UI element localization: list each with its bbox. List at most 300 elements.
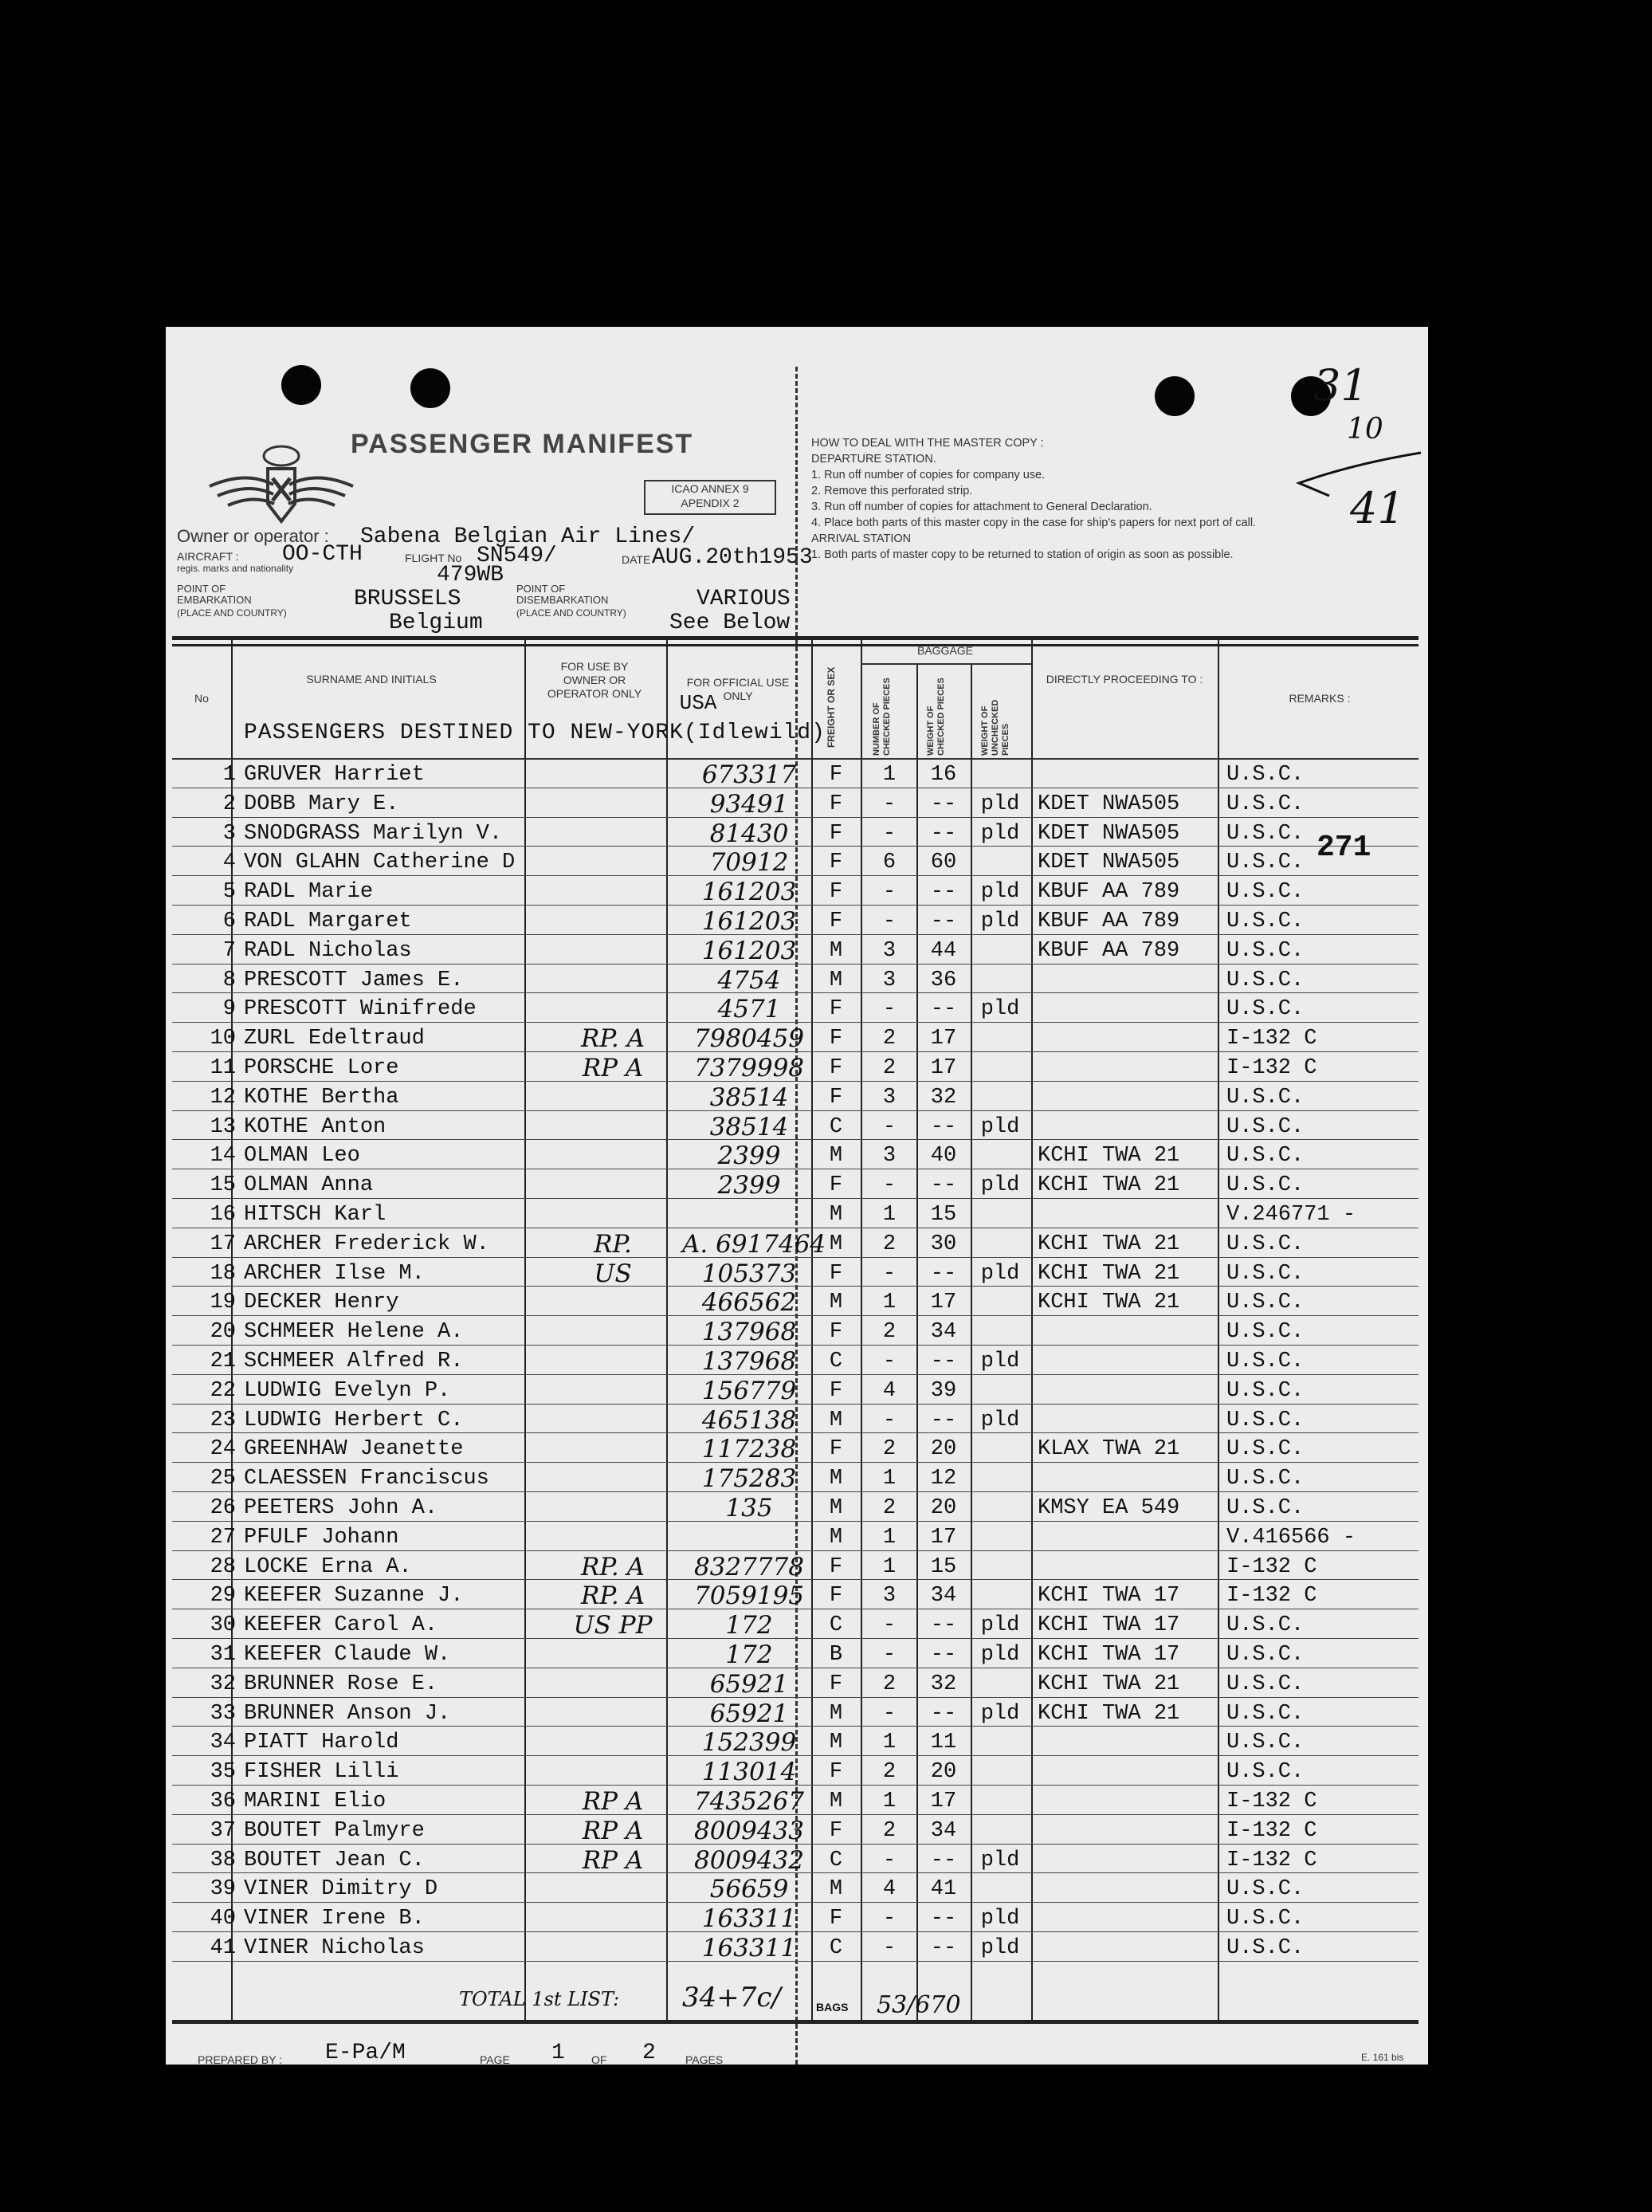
usa-label: USA [679,691,717,715]
table-row [172,847,1419,877]
owner-label: Owner or operator : [177,526,329,546]
bags-label: BAGS [816,2001,849,2014]
unchecked-weight: pld [980,1350,1020,1373]
official-use: 2399 [717,1171,781,1200]
checked-pieces: - [882,997,897,1022]
table-row [172,1699,1419,1728]
proceeding-to: KCHI TWA 21 [1038,1261,1180,1286]
checked-weight: 40 [930,1144,957,1169]
checked-pieces: - [882,1907,897,1931]
checked-pieces: 3 [882,1085,897,1110]
checked-weight: -- [930,1848,957,1872]
passenger-name: BOUTET Jean C. [244,1848,425,1872]
remarks-cell: U.S.C. [1226,1672,1305,1696]
sex-cell: F [829,1672,843,1696]
stamp-number: 271 [1316,831,1371,865]
table-row [172,1727,1419,1757]
passenger-name: SCHMEER Alfred R. [244,1350,464,1373]
official-use: 137968 [701,1347,797,1376]
table-row [172,1786,1419,1816]
row-number: 11 [210,1056,236,1080]
checked-weight: 20 [930,1437,957,1462]
row-number: 23 [210,1408,236,1432]
table-row [172,1904,1419,1933]
row-number: 18 [210,1261,236,1286]
owner-use: RP A [582,1816,644,1845]
checked-pieces: - [882,1701,897,1726]
checked-pieces: - [882,910,897,933]
remarks-cell: I-132 C [1226,1027,1317,1051]
sex-cell: F [829,763,843,787]
official-use: 4571 [717,995,781,1024]
table-top-rule [172,644,1419,646]
official-use: 93491 [709,789,789,819]
proceeding-to: KCHI TWA 17 [1038,1613,1180,1638]
date-value: AUG.20th1953 [652,545,813,570]
disembark-value: VARIOUS [697,587,791,611]
flight-label: FLIGHT No [405,552,462,564]
remarks-cell: U.S.C. [1226,1467,1305,1491]
checked-pieces: 3 [882,1144,897,1169]
checked-pieces: 1 [882,1203,897,1227]
checked-pieces: 2 [882,1056,897,1080]
handnote-line [1289,446,1425,502]
punch-hole [281,365,321,405]
official-use: 7435267 [693,1787,805,1816]
aircraft-label: AIRCRAFT : [177,550,239,563]
row-number: 33 [210,1701,236,1726]
row-number: 10 [210,1027,236,1051]
sex-cell: M [829,1525,843,1550]
table-row [172,965,1419,995]
remarks-cell: U.S.C. [1226,1907,1305,1931]
unchecked-weight: pld [980,792,1020,816]
row-number: 5 [222,880,236,905]
checked-weight: 34 [930,1320,957,1345]
official-use: 135 [725,1494,773,1522]
official-use: 4754 [717,965,781,995]
remarks-cell: V.416566 - [1226,1525,1356,1550]
sex-cell: M [829,1877,843,1902]
checked-weight: 20 [930,1760,957,1785]
passenger-name: HITSCH Karl [244,1203,387,1227]
table-row [172,789,1419,819]
table-row [172,760,1419,789]
official-use: 152399 [701,1728,797,1758]
col-owner: FOR USE BY OWNER OR OPERATOR ONLY [547,660,642,700]
checked-weight: -- [930,1114,957,1139]
pages-label: PAGES [685,2053,724,2066]
page-value: 1 [551,2041,565,2065]
remarks-cell: U.S.C. [1226,1877,1305,1902]
official-use: 65921 [709,1669,789,1699]
passenger-name: KEEFER Claude W. [244,1643,451,1667]
prepared-value: E-Pa/M [325,2041,406,2065]
table-row [172,1376,1419,1405]
disembark-value-2: See Below [669,611,791,635]
official-use: 56659 [709,1875,789,1904]
passenger-name: BRUNNER Rose E. [244,1672,438,1696]
bags-value: 53/670 [877,1991,961,2019]
official-use: 172 [725,1611,773,1640]
checked-pieces: 2 [882,1496,897,1520]
passenger-name: PORSCHE Lore [244,1056,399,1080]
passenger-name: ZURL Edeltraud [244,1027,425,1051]
checked-weight: 17 [930,1027,957,1051]
sex-cell: C [829,1848,843,1872]
table-row [172,1581,1419,1610]
row-number: 8 [222,968,236,992]
passenger-name: SNODGRASS Marilyn V. [244,821,503,846]
col-num-checked: NUMBER OF CHECKED PIECES [872,678,892,756]
passenger-name: LUDWIG Evelyn P. [244,1378,451,1403]
remarks-cell: I-132 C [1226,1848,1317,1872]
checked-weight: -- [930,1907,957,1931]
proceeding-to: KDET NWA505 [1038,792,1180,816]
sex-cell: F [829,792,843,816]
row-number: 36 [210,1790,236,1813]
remarks-cell: U.S.C. [1226,1173,1305,1198]
checked-pieces: - [882,1408,897,1432]
checked-pieces: 6 [882,851,897,875]
proceeding-to: KCHI TWA 17 [1038,1584,1180,1609]
row-number: 1 [222,763,236,787]
sex-cell: M [829,1467,843,1491]
checked-weight: 34 [930,1584,957,1609]
col-directly: DIRECTLY PROCEEDING TO : [1046,673,1203,686]
proceeding-to: KDET NWA505 [1038,851,1180,875]
proceeding-to: KCHI TWA 21 [1038,1144,1180,1169]
baggage-rule [861,663,1031,665]
row-number: 24 [210,1437,236,1462]
flight-value: SN549/ [477,544,557,568]
row-number: 29 [210,1584,236,1609]
checked-weight: 17 [930,1056,957,1080]
checked-pieces: 1 [882,1731,897,1755]
passenger-name: DOBB Mary E. [244,792,399,816]
sex-cell: F [829,1760,843,1785]
row-number: 7 [222,938,236,963]
row-number: 21 [210,1350,236,1373]
remarks-cell: U.S.C. [1226,1496,1305,1520]
table-row [172,1112,1419,1141]
owner-use: RP. A [580,1581,645,1611]
table-row [172,1229,1419,1259]
owner-use: US [594,1259,632,1288]
proceeding-to: KBUF AA 789 [1038,938,1180,963]
sex-cell: M [829,1790,843,1813]
checked-pieces: - [882,1114,897,1139]
table-row [172,936,1419,965]
table-row [172,1816,1419,1845]
checked-weight: -- [930,1936,957,1960]
row-number: 40 [210,1907,236,1931]
official-use: 156779 [701,1376,797,1405]
checked-weight: -- [930,1173,957,1198]
destined-line: PASSENGERS DESTINED TO NEW-YORK(Idlewild) [244,721,826,745]
handnote: 10 [1347,413,1383,446]
col-remarks: REMARKS : [1289,692,1351,705]
checked-weight: -- [930,792,957,816]
aircraft-sub: regis. marks and nationality [177,563,294,574]
checked-pieces: - [882,1848,897,1872]
table-row [172,1023,1419,1053]
table-row [172,1464,1419,1493]
remarks-cell: U.S.C. [1226,1408,1305,1432]
sex-cell: F [829,910,843,933]
row-number: 3 [222,821,236,846]
sex-cell: F [829,1584,843,1609]
checked-pieces: - [882,1173,897,1198]
row-number: 39 [210,1877,236,1902]
official-use: 7379998 [693,1054,805,1082]
flight-value-2: 479WB [437,563,504,587]
instructions-arrival: ARRIVAL STATION [811,532,912,545]
official-use: 161203 [701,907,797,936]
embark-sub: (PLACE AND COUNTRY) [177,607,287,619]
of-label: OF [591,2053,607,2066]
remarks-cell: U.S.C. [1226,1114,1305,1139]
of-value: 2 [642,2041,656,2065]
checked-pieces: - [882,792,897,816]
sex-cell: C [829,1613,843,1638]
remarks-cell: I-132 C [1226,1554,1317,1579]
sex-cell: F [829,1085,843,1110]
checked-weight: 30 [930,1232,957,1256]
table-bottom-rule [172,2020,1419,2024]
remarks-cell: U.S.C. [1226,1613,1305,1638]
table-row [172,1845,1419,1875]
official-use: 38514 [709,1082,789,1112]
sex-cell: C [829,1936,843,1960]
sabena-logo-icon [206,438,357,534]
remarks-cell: U.S.C. [1226,1437,1305,1462]
remarks-cell: U.S.C. [1226,1261,1305,1286]
row-number: 32 [210,1672,236,1696]
proceeding-to: KMSY EA 549 [1038,1496,1180,1520]
remarks-cell: U.S.C. [1226,968,1305,992]
official-use: 38514 [709,1112,789,1141]
annex-line: APENDIX 2 [681,497,740,509]
proceeding-to: KCHI TWA 17 [1038,1643,1180,1667]
handnote: 41 [1350,483,1405,533]
remarks-cell: U.S.C. [1226,1232,1305,1256]
table-row [172,906,1419,936]
checked-pieces: 4 [882,1378,897,1403]
table-row [172,1200,1419,1229]
remarks-cell: V.246771 - [1226,1203,1356,1227]
col-official: FOR OFFICIAL USE ONLY [686,676,790,702]
passenger-name: KOTHE Anton [244,1114,387,1139]
official-use: 161203 [701,936,797,965]
proceeding-to: KBUF AA 789 [1038,880,1180,905]
table-row [172,1317,1419,1346]
annex-line: ICAO ANNEX 9 [671,482,749,495]
row-number: 9 [222,997,236,1022]
embark-label: POINT OF EMBARKATION [177,583,252,606]
checked-pieces: - [882,821,897,846]
sex-cell: F [829,1173,843,1198]
embark-value: BRUSSELS [354,587,461,611]
checked-pieces: 2 [882,1027,897,1051]
remarks-cell: U.S.C. [1226,1936,1305,1960]
remarks-cell: U.S.C. [1226,997,1305,1022]
unchecked-weight: pld [980,1936,1020,1960]
passenger-name: KEEFER Suzanne J. [244,1584,464,1609]
checked-pieces: - [882,1613,897,1638]
owner-use: RP. A [580,1024,645,1054]
proceeding-to: KCHI TWA 21 [1038,1232,1180,1256]
passenger-name: GRUVER Harriet [244,763,425,787]
official-use: 8009432 [693,1845,805,1875]
owner-use: RP A [582,1845,644,1875]
instructions-heading: HOW TO DEAL WITH THE MASTER COPY : [811,437,1044,450]
passenger-name: LUDWIG Herbert C. [244,1408,464,1432]
checked-weight: 15 [930,1203,957,1227]
table-row [172,1610,1419,1640]
proceeding-to: KCHI TWA 21 [1038,1672,1180,1696]
sex-cell: F [829,1818,843,1843]
checked-weight: -- [930,1261,957,1286]
total-label: TOTAL 1st LIST: [459,1988,620,2010]
checked-weight: 34 [930,1818,957,1843]
checked-weight: -- [930,997,957,1022]
table-row [172,1141,1419,1170]
checked-weight: 16 [930,763,957,787]
table-row [172,1259,1419,1288]
unchecked-weight: pld [980,1701,1020,1726]
sex-cell: F [829,1320,843,1345]
remarks-cell: U.S.C. [1226,938,1305,963]
checked-pieces: 1 [882,1291,897,1315]
passenger-table [172,636,1419,2023]
remarks-cell: U.S.C. [1226,1760,1305,1785]
disembark-label: POINT OF DISEMBARKATION [516,583,609,606]
sex-cell: F [829,1261,843,1286]
sex-cell: M [829,1408,843,1432]
passenger-name: VINER Irene B. [244,1907,425,1931]
remarks-cell: I-132 C [1226,1790,1317,1813]
official-use: 7059195 [693,1581,805,1611]
checked-weight: 17 [930,1525,957,1550]
instructions [811,437,1337,564]
remarks-cell: U.S.C. [1226,1085,1305,1110]
row-number: 41 [210,1936,236,1960]
checked-pieces: 2 [882,1818,897,1843]
checked-pieces: 1 [882,763,897,787]
table-row [172,1287,1419,1317]
unchecked-weight: pld [980,1848,1020,1872]
sex-cell: M [829,1701,843,1726]
proceeding-to: KCHI TWA 21 [1038,1291,1180,1315]
table-row [172,1434,1419,1464]
owner-value: Sabena Belgian Air Lines/ [360,525,696,549]
passenger-name: FISHER Lilli [244,1760,399,1785]
unchecked-weight: pld [980,1408,1020,1432]
checked-pieces: 3 [882,968,897,992]
unchecked-weight: pld [980,997,1020,1022]
checked-pieces: 1 [882,1790,897,1813]
sex-cell: M [829,938,843,963]
checked-weight: -- [930,1613,957,1638]
row-number: 19 [210,1291,236,1315]
official-use: 163311 [701,1904,797,1934]
table-row [172,1522,1419,1552]
checked-pieces: - [882,1936,897,1960]
checked-pieces: 3 [882,1584,897,1609]
checked-pieces: 1 [882,1467,897,1491]
official-use: A. 6917464 [682,1229,826,1259]
official-use: 161203 [701,878,797,907]
sex-cell: C [829,1350,843,1373]
disembark-sub: (PLACE AND COUNTRY) [516,607,626,619]
sex-cell: F [829,1056,843,1080]
unchecked-weight: pld [980,880,1020,905]
passenger-name: LOCKE Erna A. [244,1554,412,1579]
passenger-name: CLAESSEN Franciscus [244,1467,489,1491]
checked-pieces: 3 [882,938,897,963]
passenger-name: RADL Nicholas [244,938,412,963]
row-number: 2 [222,792,236,816]
checked-weight: 39 [930,1378,957,1403]
remarks-cell: U.S.C. [1226,792,1305,816]
owner-use: RP. A [580,1552,645,1581]
col-no: No [194,692,209,705]
checked-weight: 32 [930,1085,957,1110]
official-use: 163311 [701,1934,797,1963]
checked-weight: -- [930,1408,957,1432]
row-number: 13 [210,1114,236,1139]
checked-weight: -- [930,1701,957,1726]
checked-pieces: 1 [882,1554,897,1579]
table-row [172,819,1419,848]
checked-weight: 17 [930,1291,957,1315]
table-row [172,1493,1419,1522]
table-row [172,1552,1419,1581]
table-row [172,1757,1419,1786]
col-wt-checked: WEIGHT OF CHECKED PIECES [926,678,946,756]
official-use: 172 [725,1640,773,1669]
sex-cell: M [829,1496,843,1520]
official-use: 65921 [709,1699,789,1728]
official-use: 137968 [701,1318,797,1347]
col-sex: FREIGHT OR SEX [826,666,837,748]
remarks-cell: U.S.C. [1226,1731,1305,1755]
sex-cell: M [829,1203,843,1227]
owner-use: RP A [582,1787,644,1816]
table-row [172,1874,1419,1904]
checked-weight: 11 [930,1731,957,1755]
proceeding-to: KDET NWA505 [1038,821,1180,846]
row-number: 34 [210,1731,236,1755]
row-number: 6 [222,910,236,933]
unchecked-weight: pld [980,1114,1020,1139]
icao-annex-box [644,480,776,515]
proceeding-to: KCHI TWA 21 [1038,1173,1180,1198]
checked-weight: -- [930,910,957,933]
proceeding-to: KCHI TWA 21 [1038,1701,1180,1726]
row-number: 22 [210,1378,236,1403]
page-label: PAGE [480,2053,510,2066]
official-use: 8009433 [693,1816,805,1845]
aircraft-value: OO-CTH [282,542,363,567]
row-number: 28 [210,1554,236,1579]
instruction-item: 1. Run off number of copies for company use. [811,469,1046,481]
official-use: 117238 [701,1435,797,1464]
row-number: 4 [222,851,236,875]
sex-cell: F [829,1378,843,1403]
sex-cell: M [829,968,843,992]
